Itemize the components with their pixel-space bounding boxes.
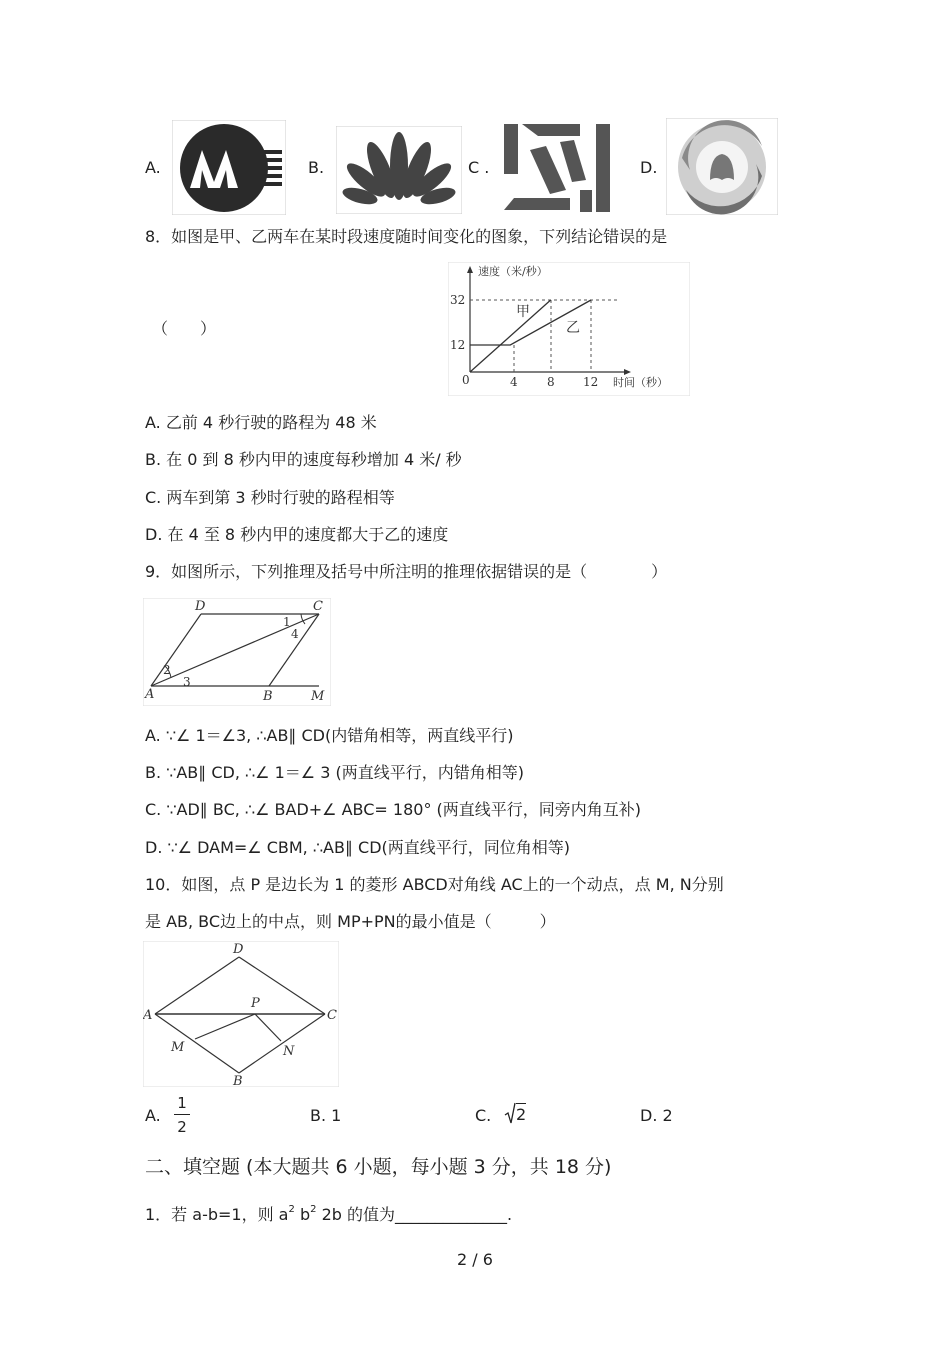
page-number: 2 / 6 [457,1250,493,1269]
svg-text:1: 1 [283,615,291,629]
series-jia-label: 甲 [516,304,530,320]
svg-text:M: M [171,1040,185,1055]
fill-question-1 [145,1199,512,1226]
q10-option-a-numerator: 1 [177,1094,187,1112]
q9-option-c: C. ∵AD∥ BC, ∴∠ BAD+∠ ABC= 180° (两直线平行，同旁内角互补) [145,800,642,819]
q7-option-b-label: B. [308,158,325,177]
q10-option-a-denominator: 2 [177,1118,187,1136]
svg-text:N: N [283,1044,295,1059]
svg-text:D: D [233,942,244,957]
svg-text:C: C [327,1008,337,1023]
q8-option-a: A. 乙前 4 秒行驶的路程为 48 米 [145,413,377,432]
svg-text:B: B [233,1074,243,1087]
series-yi-label: 乙 [566,320,580,336]
svg-text:2: 2 [163,663,171,677]
fill1-text-pre: 1．若 a-b=1，则 a [145,1205,289,1224]
chart-tick-origin: 0 [462,373,470,387]
q10-option-a-label: A. [145,1106,161,1125]
q9-option-d: D. ∵∠ DAM=∠ CBM, ∴AB∥ CD(两直线平行，同位角相等) [145,838,571,857]
q10-stem-line2: 是 AB, BC边上的中点，则 MP+PN的最小值是（ ） [145,912,556,931]
section-2-title: 二、填空题 (本大题共 6 小题，每小题 3 分，共 18 分) [145,1156,612,1178]
q10-option-c-label: C. [475,1106,492,1125]
q10-option-c-sqrt-icon [504,1101,516,1129]
q7-logo-c [500,120,614,215]
chart-xlabel: 时间（秒） [613,376,668,389]
q10-option-d: D. 2 [640,1106,673,1125]
q8-paren: （ ） [152,319,217,338]
fill1-answer-blank[interactable]: ______________. [395,1205,513,1224]
q8-stem: 8．如图是甲、乙两车在某时段速度随时间变化的图象，下列结论错误的是 [145,227,668,246]
svg-text:D: D [195,599,206,614]
chart-tick-y32: 32 [450,293,466,307]
fill1-sup-1: 2 [288,1204,295,1215]
chart-tick-x8: 8 [547,375,555,389]
svg-text:4: 4 [291,627,299,641]
q7-logo-b [336,126,462,214]
q7-logo-a [172,120,286,215]
svg-text:C: C [313,599,323,614]
q9-stem: 9．如图所示，下列推理及括号中所注明的推理依据错误的是（ ） [145,562,668,581]
q10-rhombus-figure [143,941,339,1087]
fill1-text-mid2: 2b 的值为 [316,1205,395,1224]
svg-text:A: A [143,1008,153,1023]
q7-logo-d [666,118,778,215]
svg-text:B: B [263,689,273,704]
q10-option-c-radicand: 2 [516,1105,527,1124]
chart-tick-x12: 12 [583,375,599,389]
q7-option-a-label: A. [145,158,161,177]
chart-tick-y12: 12 [450,338,466,352]
q8-option-d: D. 在 4 至 8 秒内甲的速度都大于乙的速度 [145,525,449,544]
svg-text:M: M [311,689,325,704]
svg-text:P: P [251,996,260,1011]
q7-option-d-label: D. [640,158,658,177]
q8-option-b: B. 在 0 到 8 秒内甲的速度每秒增加 4 米/ 秒 [145,450,462,469]
q9-option-a: A. ∵∠ 1＝∠3, ∴AB∥ CD(内错角相等，两直线平行) [145,726,514,745]
fill1-sup-2: 2 [310,1204,317,1215]
svg-text:3: 3 [183,675,191,689]
chart-ylabel: 速度（米/秒） [478,265,548,278]
q10-stem-line1: 10．如图，点 P 是边长为 1 的菱形 ABCD对角线 AC上的一个动点，点 M, N分别 [145,875,724,894]
svg-text:A: A [145,687,155,702]
q7-option-c-label: C . [468,158,490,177]
chart-tick-x4: 4 [510,375,518,389]
q9-parallelogram-figure [143,598,331,706]
q10-option-a-fraction-bar [174,1114,190,1115]
fill1-text-mid1: b [294,1205,311,1224]
q9-option-b: B. ∵AB∥ CD, ∴∠ 1＝∠ 3 (两直线平行，内错角相等) [145,763,524,782]
q10-option-b: B. 1 [310,1106,342,1125]
q8-speed-time-chart [448,262,690,396]
q8-option-c: C. 两车到第 3 秒时行驶的路程相等 [145,488,395,507]
